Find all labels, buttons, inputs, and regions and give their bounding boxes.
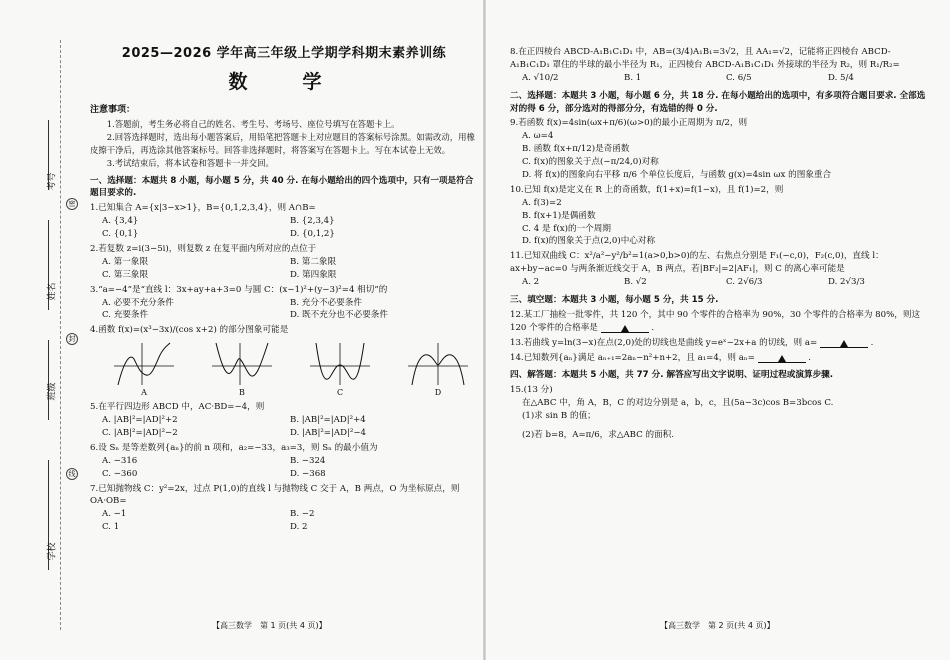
graph-option-c — [308, 341, 372, 399]
option-a: A. −1 — [102, 509, 127, 520]
option-b: B. 充分不必要条件 — [290, 297, 362, 308]
question-6 — [90, 442, 478, 481]
option-d: D. 5/4 — [828, 72, 854, 83]
graph-option-b — [210, 341, 274, 399]
graph-label-c: C — [336, 388, 344, 398]
graph-options — [90, 337, 478, 399]
question-7 — [90, 483, 478, 535]
page-fold — [483, 0, 486, 660]
question-3 — [90, 284, 478, 323]
question-10 — [510, 184, 930, 248]
question-stem: 4.函数 f(x)=(x³−3x)/(cos x+2) 的部分图象可能是 — [90, 325, 289, 336]
triangle-icon — [840, 340, 848, 347]
question-end: . — [808, 352, 811, 363]
option-c: C. 第三象限 — [102, 269, 149, 280]
option-c: C. 2√6/3 — [726, 277, 763, 288]
option-a: A. √10/2 — [522, 72, 559, 83]
question-title: 15.(13 分) — [510, 385, 553, 396]
question-end: . — [870, 337, 874, 348]
option-c: C. −360 — [102, 468, 138, 479]
question-part-2: (2)若 b=8，A=π/6，求△ABC 的面积. — [522, 430, 674, 441]
answer-blank — [820, 338, 868, 348]
section-3-heading: 三、填空题：本题共 3 小题，每小题 5 分，共 15 分. — [510, 295, 719, 306]
question-9 — [510, 117, 930, 181]
graph-option-a — [112, 341, 176, 399]
answer-blank — [601, 323, 649, 333]
option-b: B. −2 — [290, 509, 315, 520]
section-2-heading: 二、选择题：本题共 3 小题，每小题 6 分，共 18 分. 在每小题给出的选项中，有多项符合题目要求. 全部选对的得 6 分，部分选对的得部分分，有选错的得 0 分. — [510, 90, 926, 114]
question-stem: 8.在正四棱台 ABCD-A₁B₁C₁D₁ 中，AB=(3/4)A₁B₁=3√2，且 AA₁=√2，记能将正四棱台 ABCD-A₁B₁C₁D₁ 罩住的半球的最小半径为 R₁，正四棱台 ABCD-A₁B₁C₁D₁ 外接球的半径为 R₂，则 R₁/R₂= — [510, 47, 900, 70]
binding-margin — [0, 0, 88, 660]
label-kaohao: 考号 — [47, 172, 58, 191]
question-stem: 14.已知数列{aₙ}满足 aₙ₊₁=2aₙ−n²+n+2，且 a₁=4，则 aₙ= — [510, 352, 755, 363]
answer-blank — [758, 353, 806, 363]
question-stem: 在△ABC 中，角 A，B，C 的对边分别是 a，b，c，且(5a−3c)cos B=3bcos C. — [522, 398, 834, 409]
question-stem: 11.已知双曲线 C：x²/a²−y²/b²=1(a>0,b>0)的左、右焦点分别是 F₁(−c,0)，F₂(c,0)，直线 l：ax+by−ac=0 与两条渐近线交于 A，B 两点，若|BF₂|=2|AF₁|，则 C 的离心率可能是 — [510, 251, 884, 275]
option-d: D. 既不充分也不必要条件 — [290, 310, 388, 321]
option-c: C. f(x)的图象关于点(−π/24,0)对称 — [522, 157, 659, 168]
option-b: B. 函数 f(x+π/12)是奇函数 — [522, 144, 630, 155]
question-stem: 10.已知 f(x)是定义在 R 上的奇函数，f(1+x)=f(1−x)，且 f(1)=2，则 — [510, 184, 784, 195]
option-b: B. −324 — [290, 455, 326, 466]
question-4 — [90, 324, 478, 399]
banji-blank — [48, 340, 49, 420]
option-b: B. 1 — [624, 72, 642, 83]
question-stem: 2.若复数 z=i(3−5i)，则复数 z 在复平面内所对应的点位于 — [90, 244, 317, 255]
question-1 — [90, 202, 478, 241]
option-a: A. |AB|²=|AD|²+2 — [102, 415, 178, 426]
option-d: D. |AB|²=|AD|²−4 — [290, 428, 367, 439]
footer-page-2: 【高三数学 第 2 页(共 4 页)】 — [660, 621, 775, 630]
label-banji: 班级 — [47, 382, 58, 401]
graph-label-a: A — [141, 388, 147, 398]
option-d: D. 将 f(x)的图象向右平移 π/6 个单位长度后，与函数 g(x)=4sin ωx 的图象重合 — [522, 170, 832, 181]
question-13 — [510, 337, 930, 350]
graph-b-curve — [210, 341, 274, 387]
option-a: A. ω=4 — [522, 131, 554, 142]
option-a: A. −316 — [102, 455, 138, 466]
note-1: 1.答题前，考生务必将自己的姓名、考生号、考场号、座位号填写在答题卡上。 — [106, 118, 400, 129]
option-d: D. 第四象限 — [290, 269, 337, 280]
note-2: 2.回答选择题时，选出每小题答案后，用铅笔把答题卡上对应题目的答案标号涂黑。如需改动，用橡皮擦干净后，再选涂其他答案标号。回答非选择题时，将答案写在答题卡上。写在本试卷上无效。 — [90, 131, 475, 155]
seal-xian: 线 — [66, 468, 78, 480]
question-end: . — [651, 322, 655, 333]
option-a: A. 2 — [522, 277, 540, 288]
option-a: A. {3,4} — [102, 216, 139, 227]
question-stem: 12.某工厂抽检一批零件，共 120 个，其中 90 个零件的合格率为 90%，30 个零件的合格率为 80%，则这 120 个零件的合格率是 — [510, 309, 921, 333]
question-5 — [90, 401, 478, 440]
question-stem: 5.在平行四边形 ABCD 中，AC·BD=−4，则 — [90, 402, 265, 413]
option-d: D. {0,1,2} — [290, 229, 335, 240]
footer-page-1: 【高三数学 第 1 页(共 4 页)】 — [212, 621, 327, 630]
question-stem: 13.若曲线 y=ln(3−x)在点(2,0)处的切线也是曲线 y=eˣ−2x+a 的切线，则 a= — [510, 337, 818, 348]
question-stem: 3.“a=−4”是“直线 l：3x+ay+a+3=0 与圆 C：(x−1)²+(y−3)²=4 相切”的 — [90, 284, 388, 295]
question-stem: 1.已知集合 A={x|3−x>1}，B={0,1,2,3,4}，则 A∩B= — [90, 203, 316, 214]
option-c: C. 1 — [102, 522, 120, 533]
graph-c-curve — [308, 341, 372, 387]
page-1 — [90, 44, 478, 534]
triangle-icon — [621, 325, 629, 332]
question-12 — [510, 309, 930, 335]
question-15 — [510, 384, 930, 442]
option-d: D. 2√3/3 — [828, 277, 865, 288]
graph-a-curve — [112, 341, 176, 387]
option-d: D. f(x)的图象关于点(2,0)中心对称 — [522, 236, 656, 247]
option-b: B. √2 — [624, 277, 647, 288]
question-stem: 9.若函数 f(x)=4sin(ωx+π/6)(ω>0)的最小正周期为 π/2，则 — [510, 118, 748, 129]
option-d: D. 2 — [290, 522, 308, 533]
notes-heading: 注意事项： — [90, 105, 136, 115]
option-c: C. 4 是 f(x)的一个周期 — [522, 223, 611, 234]
option-c: C. {0,1} — [102, 229, 139, 240]
option-c: C. 充要条件 — [102, 310, 149, 321]
note-3: 3.考试结束后，将本试卷和答题卡一并交回。 — [106, 157, 274, 168]
section-1-heading: 一、选择题：本题共 8 小题，每小题 5 分，共 40 分. 在每小题给出的四个选项中，只有一项是符合题目要求的. — [90, 175, 474, 199]
question-stem: 6.设 Sₙ 是等差数列{aₙ}的前 n 项和，a₂=−33，a₃=3，则 Sₙ 的最小值为 — [90, 442, 378, 453]
exam-title: 2025—2026 学年高三年级上学期学科期末素养训练 — [121, 46, 447, 61]
graph-d-curve — [406, 341, 470, 387]
option-b: B. {2,3,4} — [290, 216, 335, 227]
option-c: C. |AB|²=|AD|²−2 — [102, 428, 178, 439]
page-2 — [510, 44, 930, 442]
label-xingming: 姓名 — [47, 282, 58, 301]
question-part-1: (1)求 sin B 的值； — [522, 411, 596, 422]
graph-option-d — [406, 341, 470, 399]
seal-feng: 封 — [66, 333, 78, 345]
option-a: A. 第一象限 — [102, 256, 149, 267]
question-14 — [510, 352, 930, 365]
option-b: B. 第二象限 — [290, 256, 337, 267]
option-a: A. 必要不充分条件 — [102, 297, 174, 308]
option-b: B. f(x+1)是偶函数 — [522, 210, 596, 221]
seal-mi: 密 — [66, 198, 78, 210]
option-d: D. −368 — [290, 468, 326, 479]
question-8 — [510, 46, 930, 85]
question-stem: 7.已知抛物线 C：y²=2x，过点 P(1,0)的直线 l 与抛物线 C 交于 A，B 两点，O 为坐标原点，则 OA·OB= — [90, 483, 460, 507]
exam-subject: 数 学 — [228, 70, 340, 93]
graph-label-d: D — [434, 388, 442, 398]
section-4-heading: 四、解答题：本题共 5 小题，共 77 分. 解答应写出文字说明、证明过程或演算步骤. — [510, 370, 834, 381]
option-c: C. 6/5 — [726, 72, 752, 83]
graph-label-b: B — [239, 388, 245, 398]
question-2 — [90, 243, 478, 282]
label-xuexiao: 学校 — [47, 542, 58, 561]
question-11 — [510, 250, 930, 289]
option-b: B. |AB|²=|AD|²+4 — [290, 415, 366, 426]
option-a: A. f(3)=2 — [522, 197, 562, 208]
triangle-icon — [778, 355, 786, 362]
